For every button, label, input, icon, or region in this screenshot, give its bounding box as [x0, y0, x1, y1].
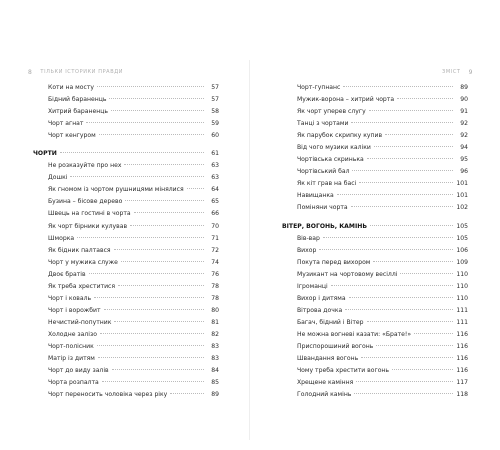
toc-entry-title: Чорта розпалта	[48, 379, 99, 387]
toc-entry	[282, 365, 468, 377]
toc-entry-title: Хитрий бараненць	[48, 108, 108, 116]
toc-entry-title: Вихор і дитяма	[297, 294, 346, 302]
dot-leader	[94, 297, 204, 298]
toc-entry	[33, 196, 219, 208]
dot-leader	[376, 345, 453, 346]
toc-entry	[33, 82, 219, 94]
toc-entry	[33, 377, 219, 389]
toc-page-number: 117	[456, 379, 468, 387]
toc-entry	[282, 269, 468, 281]
dot-leader	[397, 98, 453, 99]
dot-leader	[356, 381, 453, 382]
toc-entry-title: Чорт кенгуром	[48, 132, 96, 140]
dot-leader	[385, 134, 453, 135]
dot-leader	[367, 321, 453, 322]
dot-leader	[104, 309, 204, 310]
toc-entry-title: Чорт-полісник	[48, 342, 94, 350]
toc-entry-title: Коти на мосту	[48, 84, 94, 91]
toc-entry-title: Чорт до виду залів	[48, 367, 109, 375]
toc-entry	[282, 293, 468, 305]
right-toc-list	[282, 82, 468, 401]
toc-entry-title: Навищанка	[297, 192, 334, 200]
dot-leader	[351, 122, 453, 123]
toc-entry-title: Чорт у мужика служе	[48, 258, 118, 266]
toc-entry	[33, 233, 219, 245]
toc-page-number: 60	[211, 132, 219, 140]
dot-leader	[331, 285, 453, 286]
toc-entry-title: Чорт агнат	[48, 120, 84, 128]
toc-entry	[282, 94, 468, 106]
toc-entry-title: Чорт-гупнанс	[297, 84, 341, 91]
toc-page-number: 118	[456, 391, 468, 399]
toc-entry-title: Вітрова дочка	[297, 306, 343, 314]
toc-entry	[282, 353, 468, 365]
toc-entry-title: ВІТЕР, ВОГОНЬ, КАМІНЬ	[282, 222, 367, 230]
toc-page-number: 82	[211, 330, 219, 338]
toc-entry	[33, 269, 219, 281]
toc-entry-title: Як гномом із чортом рушницями мінялися	[48, 186, 184, 194]
toc-entry	[33, 208, 219, 220]
toc-page-number: 110	[456, 270, 468, 278]
toc-entry-title: Бідний бараненць	[48, 96, 107, 104]
toc-page-number: 89	[211, 391, 219, 399]
toc-entry	[282, 245, 468, 257]
toc-entry	[33, 118, 219, 130]
toc-entry	[282, 190, 468, 202]
toc-entry-title: Холодне залізо	[48, 330, 97, 338]
toc-entry	[282, 154, 468, 166]
toc-entry-title: Не розказуйте про нех	[48, 162, 122, 170]
dot-leader	[134, 212, 204, 213]
toc-page-number: 84	[211, 367, 219, 375]
toc-entry-title: Чортівський бал	[297, 168, 350, 176]
toc-entry-title: Ігроманці	[297, 282, 328, 290]
dot-leader	[337, 194, 453, 195]
dot-leader	[97, 345, 204, 346]
toc-page-number: 105	[456, 234, 468, 242]
page-gutter	[249, 60, 250, 440]
toc-entry-title: Чорт і коваль	[48, 294, 92, 302]
toc-page-number: 74	[211, 258, 219, 266]
dot-leader	[170, 393, 204, 394]
toc-page-number: 109	[456, 258, 468, 266]
toc-page-number: 90	[460, 96, 468, 104]
dot-leader	[361, 357, 453, 358]
dot-leader	[112, 369, 204, 370]
toc-entry-title: Від чого музики каліки	[297, 144, 371, 152]
toc-entry	[282, 166, 468, 178]
toc-entry-title: Не можна вогневі казати: «Брате!»	[297, 330, 412, 338]
toc-entry-title: Танці з чортами	[297, 120, 349, 128]
dot-leader	[86, 122, 204, 123]
left-toc-list	[33, 82, 219, 401]
toc-entry-title: Чорт і ворожбит	[48, 306, 101, 314]
dot-leader	[114, 321, 204, 322]
toc-page-number: 57	[211, 96, 219, 104]
toc-entry-title: Як кіт грав на басі	[297, 180, 357, 188]
dot-leader	[100, 333, 204, 334]
toc-entry	[33, 94, 219, 106]
toc-page-number: 94	[460, 144, 468, 152]
dot-leader	[109, 98, 204, 99]
dot-leader	[319, 249, 453, 250]
toc-page-number: 58	[211, 108, 219, 116]
toc-entry-title: Хрещене каміння	[297, 379, 354, 387]
dot-leader	[323, 237, 453, 238]
toc-entry	[282, 178, 468, 190]
dot-leader	[343, 86, 453, 87]
dot-leader	[99, 134, 204, 135]
dot-leader	[60, 152, 204, 153]
left-page-number: 8	[28, 68, 33, 76]
toc-page-number: 81	[211, 318, 219, 326]
toc-entry	[282, 202, 468, 214]
toc-page-number: 96	[460, 168, 468, 176]
dot-leader	[369, 110, 453, 111]
toc-page-number: 110	[456, 282, 468, 290]
toc-entry-title: Музикант на чортовому весіллі	[297, 270, 398, 278]
toc-entry	[33, 221, 219, 233]
toc-entry-title: Чорт переносить чоловіка через ріку	[48, 391, 168, 399]
dot-leader	[352, 170, 453, 171]
toc-entry	[33, 293, 219, 305]
toc-entry-title: Шморка	[48, 234, 75, 242]
toc-page-number: 89	[460, 84, 468, 91]
toc-entry	[282, 233, 468, 245]
toc-entry-title: Чортівська скринька	[297, 156, 364, 164]
toc-page-number: 116	[456, 330, 468, 338]
toc-page-number: 95	[460, 156, 468, 164]
toc-entry-title: Нечистий-попутник	[48, 318, 112, 326]
toc-entry	[282, 142, 468, 154]
toc-page-number: 71	[211, 234, 219, 242]
toc-page-number: 105	[456, 222, 468, 230]
toc-page-number: 92	[460, 132, 468, 140]
toc-page-number: 59	[211, 120, 219, 128]
toc-entry-title: Матір із дитям	[48, 355, 95, 363]
dot-leader	[349, 297, 453, 298]
toc-page-number: 61	[211, 150, 219, 158]
toc-entry-title: Як чорт уперев слугу	[297, 108, 366, 116]
toc-page-number: 70	[211, 222, 219, 230]
dot-leader	[354, 393, 453, 394]
toc-page-number: 66	[211, 210, 219, 218]
dot-leader	[400, 273, 453, 274]
dot-leader	[102, 381, 204, 382]
toc-entry	[282, 329, 468, 341]
dot-leader	[130, 225, 204, 226]
toc-page-number: 110	[456, 294, 468, 302]
toc-entry	[33, 130, 219, 142]
toc-entry	[33, 281, 219, 293]
toc-entry	[33, 184, 219, 196]
right-running-header	[442, 67, 473, 77]
dot-leader	[414, 333, 453, 334]
toc-entry	[33, 245, 219, 257]
toc-entry	[282, 377, 468, 389]
toc-page-number: 111	[456, 306, 468, 314]
toc-entry	[282, 257, 468, 269]
toc-entry-title: Швандання вогонь	[297, 355, 359, 363]
dot-leader	[125, 200, 204, 201]
toc-page-number: 63	[211, 162, 219, 170]
toc-entry-title: Швець на гостині в чорта	[48, 210, 131, 218]
toc-entry-title: Мужик-ворона – хитрий чорта	[297, 96, 395, 104]
right-page-number: 9	[468, 68, 473, 76]
dot-leader	[111, 110, 204, 111]
dot-leader	[114, 249, 204, 250]
toc-entry	[33, 389, 219, 401]
toc-entry	[33, 172, 219, 184]
toc-page-number: 91	[460, 108, 468, 116]
toc-page-number: 101	[456, 192, 468, 200]
toc-entry-title: Дошкі	[48, 174, 68, 182]
dot-leader	[351, 206, 453, 207]
toc-page-number: 106	[456, 246, 468, 254]
toc-page-number: 78	[211, 282, 219, 290]
toc-page-number: 92	[460, 120, 468, 128]
toc-page-number: 78	[211, 294, 219, 302]
toc-entry	[33, 317, 219, 329]
toc-entry	[282, 130, 468, 142]
toc-entry	[282, 305, 468, 317]
dot-leader	[359, 182, 453, 183]
toc-section-heading	[282, 221, 468, 233]
dot-leader	[124, 164, 204, 165]
toc-section-heading	[33, 148, 219, 160]
dot-leader	[187, 188, 204, 189]
toc-page-number: 101	[456, 180, 468, 188]
toc-page-number: 72	[211, 246, 219, 254]
toc-entry-title: Голодний камінь	[297, 391, 352, 399]
toc-entry	[282, 389, 468, 401]
dot-leader	[77, 237, 204, 238]
dot-leader	[121, 261, 204, 262]
dot-leader	[118, 285, 204, 286]
dot-leader	[374, 146, 453, 147]
dot-leader	[98, 357, 204, 358]
dot-leader	[373, 261, 453, 262]
toc-entry	[282, 341, 468, 353]
dot-leader	[345, 309, 453, 310]
toc-page-number: 102	[456, 204, 468, 212]
toc-entry-title: Багач, бідний і Вітер	[297, 318, 364, 326]
toc-page-number: 83	[211, 355, 219, 363]
toc-entry-title: Приспорошиний вогонь	[297, 342, 374, 350]
toc-page-number: 76	[211, 270, 219, 278]
dot-leader	[370, 225, 453, 226]
toc-entry	[33, 365, 219, 377]
toc-entry-title: Вихор	[297, 246, 317, 254]
toc-entry	[282, 82, 468, 94]
toc-page-number: 116	[456, 355, 468, 363]
toc-entry-title: Як чорт бірники кулував	[48, 222, 128, 230]
toc-entry	[33, 305, 219, 317]
left-running-header	[28, 67, 123, 77]
toc-page-number: 111	[456, 318, 468, 326]
toc-entry	[282, 118, 468, 130]
toc-entry	[282, 281, 468, 293]
toc-page-number: 116	[456, 342, 468, 350]
toc-entry-title: Вів-вар	[297, 234, 320, 242]
toc-page-number: 85	[211, 379, 219, 387]
toc-page-number: 65	[211, 198, 219, 206]
right-running-head: ЗМІСТ	[442, 69, 461, 75]
toc-entry-title: Покута перед вихором	[297, 258, 371, 266]
toc-page-number: 57	[211, 84, 219, 91]
toc-entry-title: Чому треба хрестити вогонь	[297, 367, 389, 375]
toc-page-number: 64	[211, 186, 219, 194]
toc-entry-title: ЧОРТИ	[33, 150, 57, 158]
toc-entry	[282, 106, 468, 118]
toc-page-number: 83	[211, 342, 219, 350]
toc-entry-title: Як бідник палтався	[48, 246, 111, 254]
toc-page-number: 80	[211, 306, 219, 314]
toc-entry-title: Двоє братів	[48, 270, 86, 278]
toc-page-number: 116	[456, 367, 468, 375]
toc-entry-title: Бузина – бісове дерево	[48, 198, 123, 206]
toc-entry	[33, 329, 219, 341]
dot-leader	[367, 158, 453, 159]
toc-page-number: 63	[211, 174, 219, 182]
dot-leader	[392, 369, 453, 370]
toc-entry	[33, 341, 219, 353]
toc-entry-title: Як парубок скрипку купив	[297, 132, 383, 140]
dot-leader	[70, 176, 204, 177]
toc-entry	[282, 317, 468, 329]
toc-entry	[33, 160, 219, 172]
toc-entry	[33, 257, 219, 269]
left-running-head: ТІЛЬКИ ІСТОРИКИ ПРАВДИ	[40, 69, 124, 75]
toc-entry-title: Поміняни чорта	[297, 204, 348, 212]
toc-entry	[33, 353, 219, 365]
toc-entry	[33, 106, 219, 118]
dot-leader	[97, 86, 204, 87]
toc-entry-title: Як треба хреститися	[48, 282, 116, 290]
dot-leader	[89, 273, 204, 274]
